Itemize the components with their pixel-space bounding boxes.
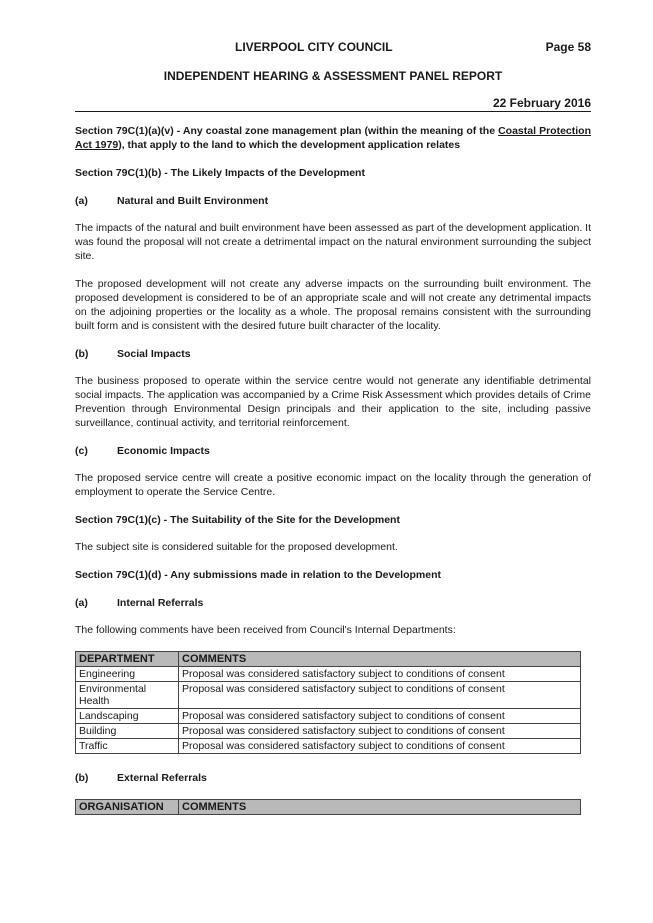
department-cell: Traffic [76, 739, 179, 754]
report-date: 22 February 2016 [492, 96, 591, 110]
page-number: Page 58 [545, 40, 591, 54]
table-header-row [76, 652, 581, 667]
council-name: LIVERPOOL CITY COUNCIL [235, 40, 393, 54]
comment-cell: Proposal was considered satisfactory subject to conditions of consent [179, 724, 581, 739]
department-cell: Landscaping [76, 709, 179, 724]
column-header-organisation: ORGANISATION [76, 800, 179, 815]
paragraph: The proposed development will not create any adverse impacts on the surrounding built environment. The proposed development is considered to be of an appropriate scale and will not create any detrimental impacts on the adjoining properties or the locality as a whole. The proposal remains consistent with the surrounding built form and is consistent with the desired future built character of the locality. [75, 278, 591, 332]
comment-cell: Proposal was considered satisfactory subject to conditions of consent [179, 739, 581, 754]
paragraph: The subject site is considered suitable for the proposed development. [75, 541, 398, 553]
section-79c-1-d-heading: Section 79C(1)(d) - Any submissions made in relation to the Development [75, 569, 442, 581]
paragraph: The following comments have been received from Council's Internal Departments: [75, 624, 456, 636]
coastal-protection-act-link[interactable]: Coastal Protection Act 1979 [75, 125, 591, 151]
paragraph: The proposed service centre will create a positive economic impact on the locality through the generation of employment to operate the Service Centre. [75, 472, 591, 498]
report-title: INDEPENDENT HEARING & ASSESSMENT PANEL REPORT [163, 69, 503, 83]
paragraph: The business proposed to operate within the service centre would not generate any identifiable detrimental social impacts. The application was accompanied by a Crime Risk Assessment which provides details of Crime Prevention through Environmental Design principals and their application to the site, including passive surveillance, continual activity, and territorial reinforcement. [75, 375, 591, 429]
table-row [76, 724, 581, 739]
report-body [75, 124, 591, 815]
section-79c-1-c-heading: Section 79C(1)(c) - The Suitability of the Site for the Development [75, 514, 400, 526]
department-cell: Engineering [76, 667, 179, 682]
running-header [75, 40, 591, 54]
table-row [76, 682, 581, 709]
department-cell: Building [76, 724, 179, 739]
subheading-internal-referrals: (a) Internal Referrals [75, 597, 204, 609]
comment-cell: Proposal was considered satisfactory subject to conditions of consent [179, 709, 581, 724]
comment-cell: Proposal was considered satisfactory subject to conditions of consent [179, 682, 581, 709]
internal-referrals-table [75, 651, 581, 754]
subheading-economic-impacts: (c) Economic Impacts [75, 445, 210, 457]
external-referrals-table [75, 799, 581, 815]
column-header-department: DEPARTMENT [76, 652, 179, 667]
header-divider [75, 111, 591, 112]
section-79c-1-b-heading: Section 79C(1)(b) - The Likely Impacts of the Development [75, 167, 365, 179]
section-79c-1-a-v-heading: Section 79C(1)(a)(v) - Any coastal zone management plan (within the meaning of the Coastal Protection Act 1979), that apply to the land to which the development application relates [75, 125, 591, 151]
subheading-social-impacts: (b) Social Impacts [75, 348, 191, 360]
department-cell: Environmental Health [76, 682, 179, 709]
table-row [76, 739, 581, 754]
column-header-comments: COMMENTS [179, 800, 581, 815]
paragraph: The impacts of the natural and built environment have been assessed as part of the development application. It was found the proposal will not create a detrimental impact on the natural environment surrounding the subject site. [75, 222, 591, 262]
subheading-natural-built: (a) Natural and Built Environment [75, 195, 269, 207]
table-row [76, 709, 581, 724]
subheading-external-referrals: (b) External Referrals [75, 772, 207, 784]
table-row [76, 667, 581, 682]
comment-cell: Proposal was considered satisfactory subject to conditions of consent [179, 667, 581, 682]
table-header-row [76, 800, 581, 815]
column-header-comments: COMMENTS [179, 652, 581, 667]
